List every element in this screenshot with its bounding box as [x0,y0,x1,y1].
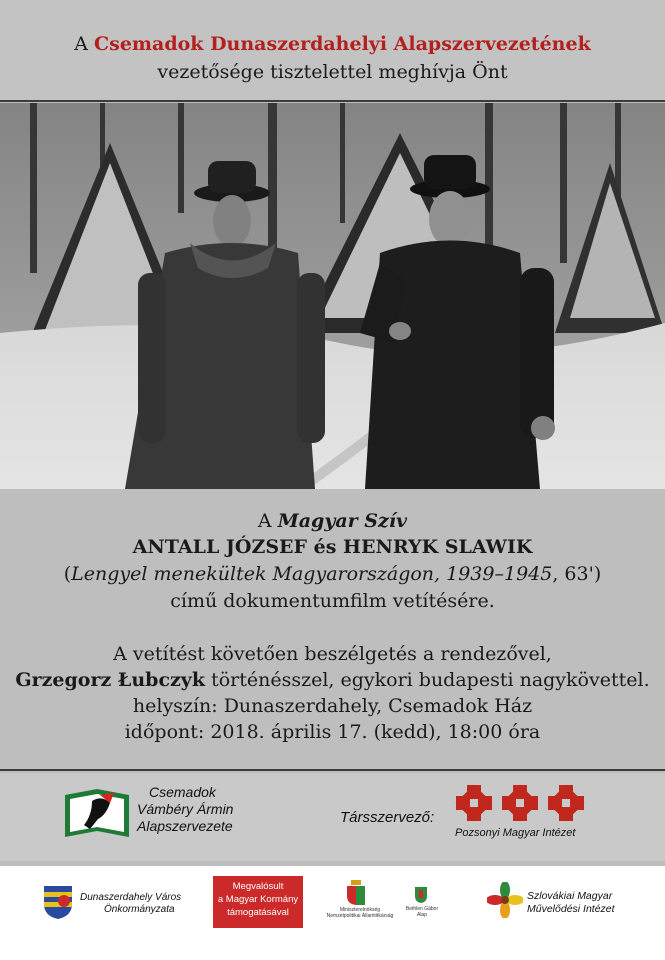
event-details [0,489,665,769]
header-line-2: vezetősége tisztelettel meghívja Önt [157,61,508,83]
guest-line [0,668,665,692]
csemadok-line-2: Vámbéry Ármin [137,801,234,817]
film-subtitle [0,562,665,586]
dunaszerdahely-coat-of-arms-icon [42,884,74,920]
guest-name: Grzegorz Łubczyk [15,669,206,691]
co-organizer-label: Társszervező: [340,809,435,826]
subtitle-text: Lengyel menekültek Magyarországon, 1939–1945 [71,563,553,585]
szmmi-line-1: Szlovákiai Magyar [527,890,613,902]
event-time: időpont: 2018. április 17. (kedd), 18:00 óra [124,721,541,743]
pozsonyi-institute-logo-icon [452,781,588,825]
city-name [80,892,181,916]
ministry-name [320,907,400,919]
city-line-1: Dunaszerdahely Város [80,892,182,903]
szmmi-flower-logo-icon [487,882,523,918]
hungarian-coat-of-arms-icon [345,880,367,906]
szmmi-name [527,890,615,916]
government-support-badge [213,876,303,928]
szmmi-line-2: Művelődési Intézet [527,903,615,915]
csemadok-line-1: Csemadok [149,784,216,800]
organization-name: Csemadok Dunaszerdahelyi Alapszervezetének [94,33,591,55]
series-title: Magyar Szív [277,510,408,532]
discussion-text: A vetítést követően beszélgetés a rendezővel, [113,643,552,665]
organizers-band [0,773,665,861]
csemadok-name [137,784,233,835]
bethlen-fund-logo-icon [414,886,428,904]
header-prefix: A [74,33,88,55]
institute-name: Pozsonyi Magyar Intézet [455,827,576,839]
paren-open: ( [63,563,72,585]
film-intro [0,509,665,533]
header-line-1 [0,32,665,56]
subtitle-close: , 63') [552,563,602,585]
film-title: ANTALL JÓZSEF és HENRYK SLAWIK [132,536,533,558]
gov-line-3: támogatásával [227,907,289,918]
csemadok-line-3: Alapszervezete [137,818,233,834]
historical-photo [0,103,665,489]
sponsors-band [0,866,665,960]
guest-description: történésszel, egykori budapesti nagykövettel. [211,669,650,691]
divider [0,100,665,102]
gov-line-2: a Magyar Kormány [217,894,299,905]
ministry-line-2: Nemzetpolitikai Államtitkárság [326,913,394,919]
intro-article: A [257,510,272,532]
bethlen-fund-name: Bethlen Gábor Alap [405,906,439,918]
csemadok-logo-icon [62,785,132,841]
ministry-line-1: Miniszterelnökség [339,907,381,913]
gov-line-1: Megvalósult [232,881,284,892]
two-men-in-snow-photo [0,103,665,489]
event-location: helyszín: Dunaszerdahely, Csemadok Ház [132,695,533,717]
city-line-2: Önkormányzata [104,904,175,915]
divider [0,769,665,771]
invitation-header [0,0,665,100]
film-suffix: című dokumentumfilm vetítésére. [170,590,495,612]
